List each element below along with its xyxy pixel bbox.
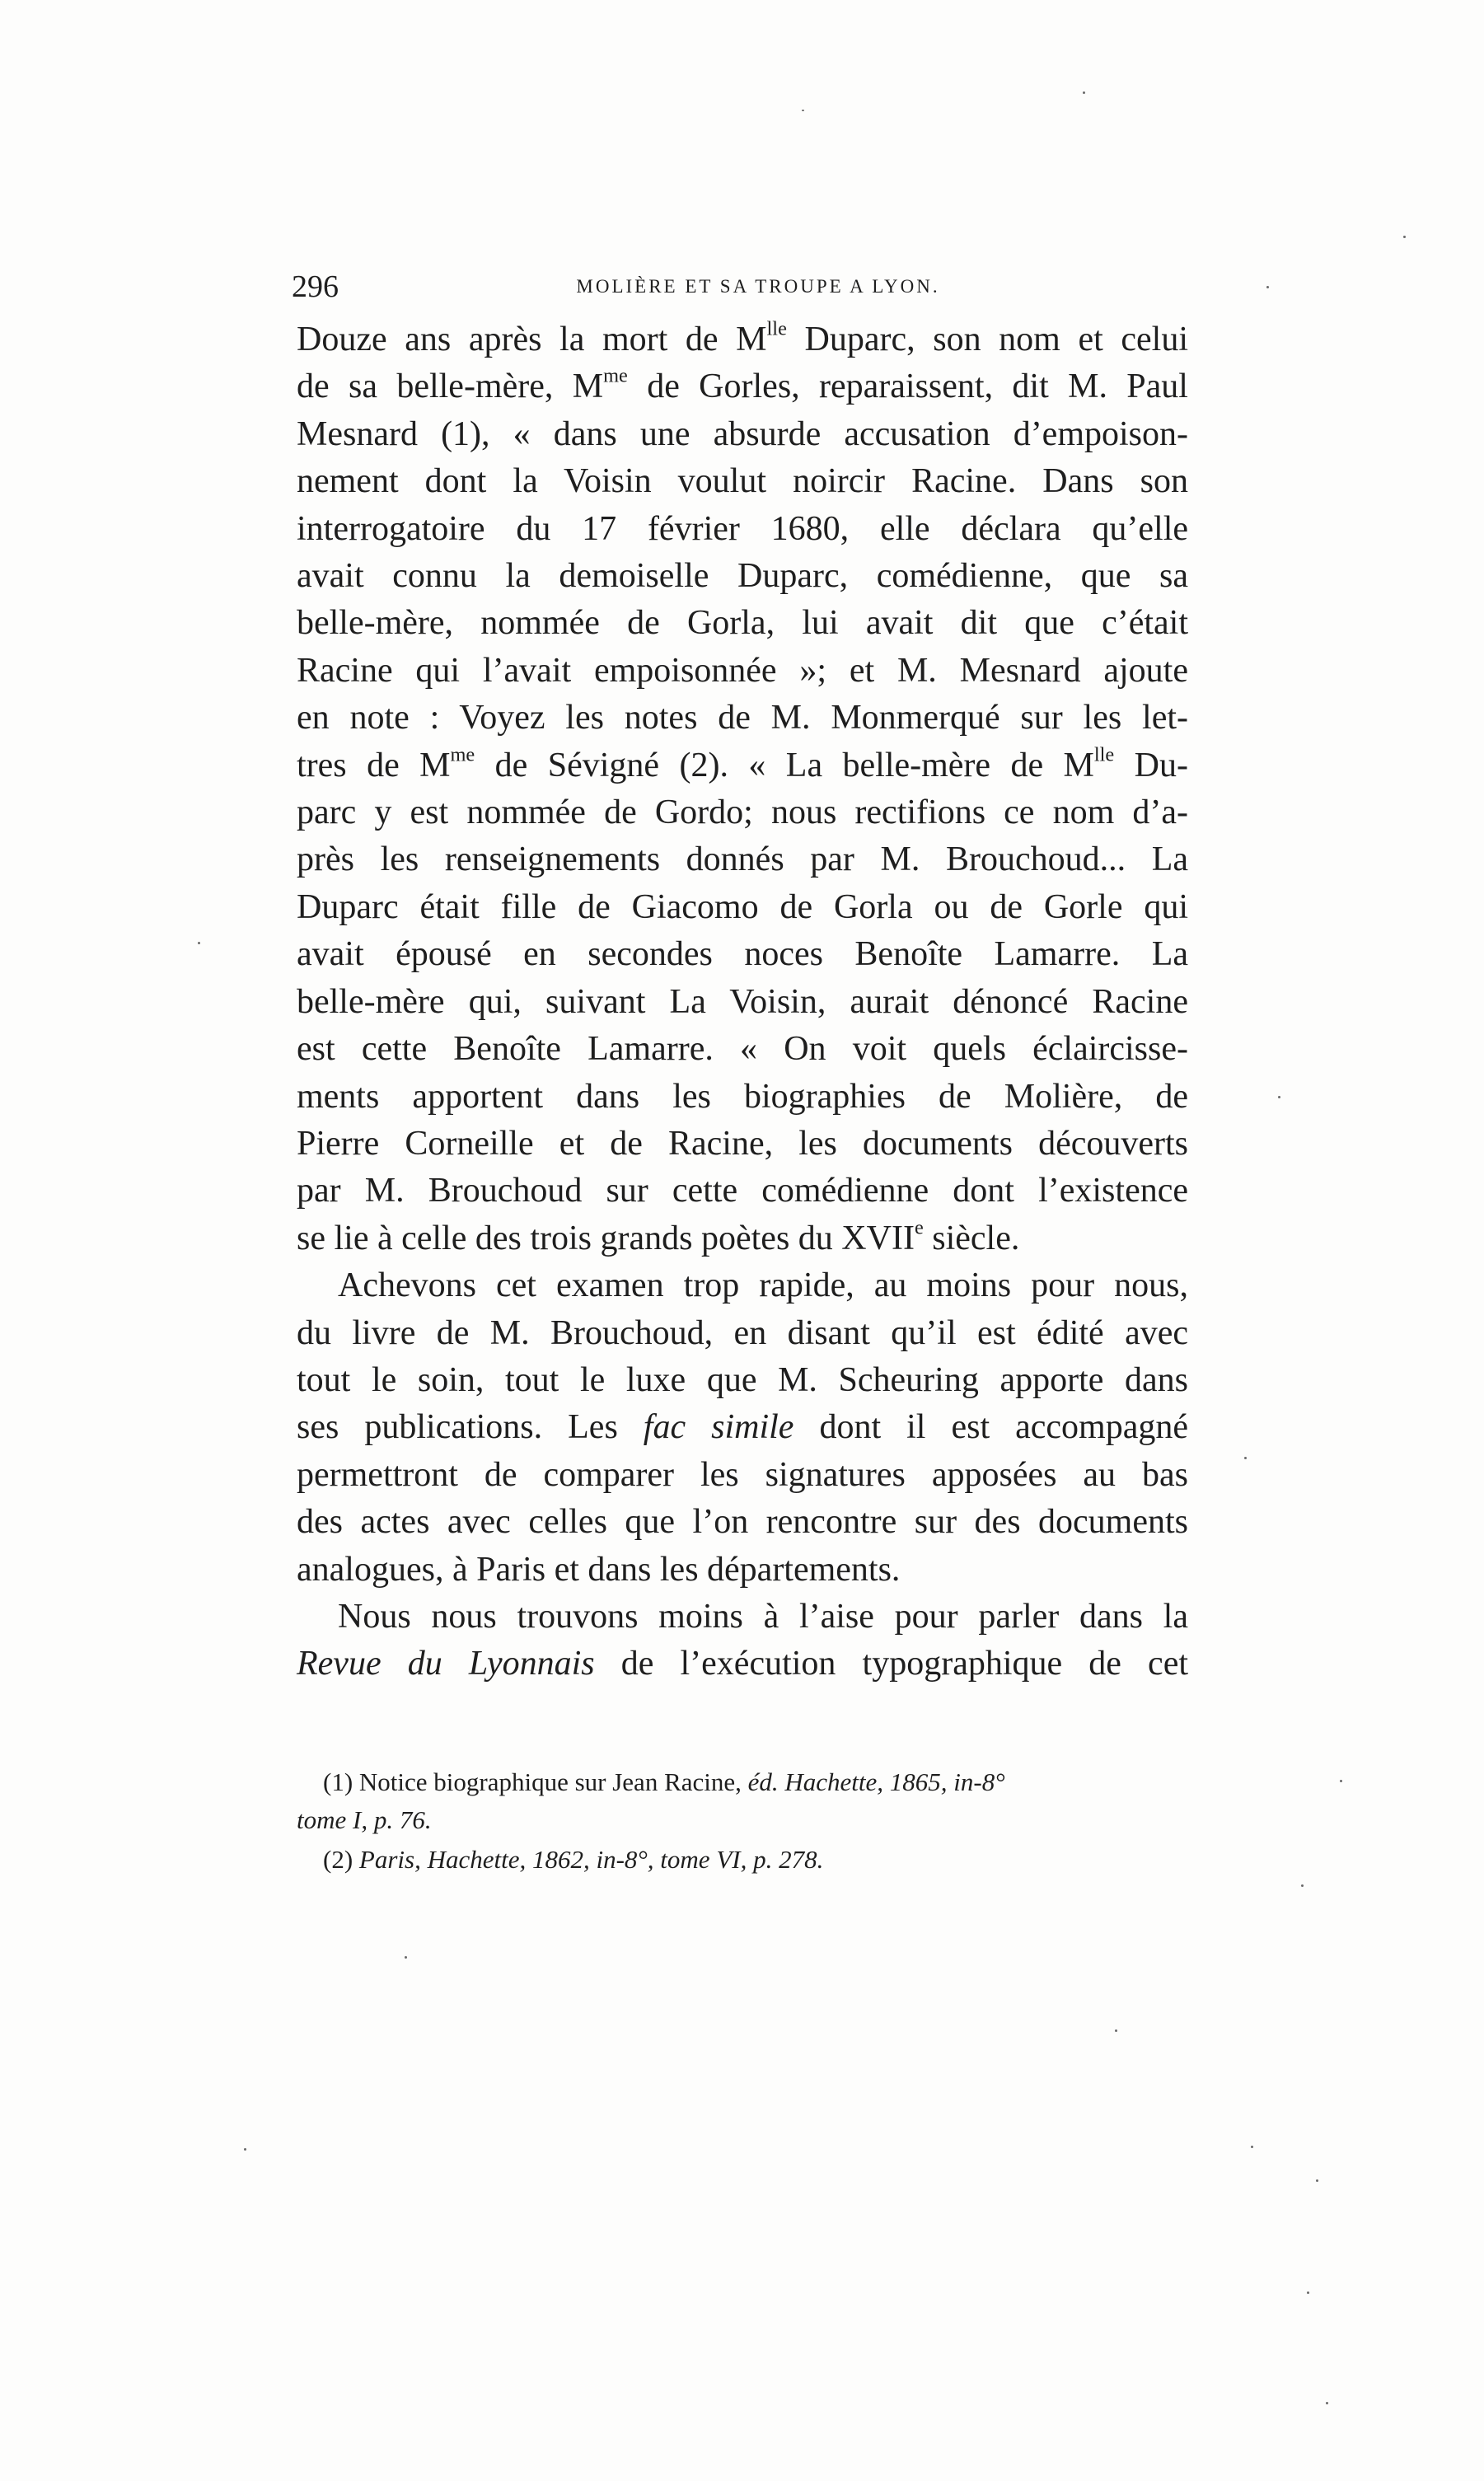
text-line: du livre de M. Brouchoud, en disant qu’il est édité avec: [297, 1313, 1188, 1352]
text-line: tout le soin, tout le luxe que M. Scheuring apporte dans: [297, 1360, 1188, 1399]
text-line: avait épousé en secondes noces Benoîte Lamarre. La: [297, 935, 1188, 974]
text-line: belle-mère, nommée de Gorla, lui avait dit que c’était: [297, 604, 1188, 643]
footnote-1-continuation: tome I, p. 76.: [297, 1805, 432, 1834]
scan-speck: [1316, 2179, 1318, 2182]
scan-speck: [1278, 1096, 1280, 1098]
scan-speck: [405, 1956, 407, 1959]
text-line: près les renseignements donnés par M. Brouchoud... La: [297, 840, 1188, 879]
text-line: analogues, à Paris et dans les départements.: [297, 1550, 901, 1589]
text-line: Pierre Corneille et de Racine, les documents découverts: [297, 1124, 1188, 1163]
text-line: ses publications. Les fac simile dont il est accompagné: [297, 1408, 1188, 1447]
text-line: permettront de comparer les signatures apposées au bas: [297, 1455, 1188, 1494]
scan-speck: [1115, 2029, 1117, 2032]
text-line: tres de $M^{me}$ de Sévigné (2). « La belle-mère de $M^{lle}$ Du-: [297, 743, 1188, 784]
text-line: Duparc était fille de Giacomo de Gorla ou de Gorle qui: [297, 887, 1188, 926]
body-text: [297, 316, 1188, 1688]
text-line: avait connu la demoiselle Duparc, comédienne, que sa: [297, 557, 1188, 596]
footnote-2: (2) Paris, Hachette, 1862, in-8°, tome VI, p. 278.: [323, 1845, 824, 1874]
text-line: interrogatoire du 17 février 1680, elle déclara qu’elle: [297, 509, 1188, 548]
text-line: ments apportent dans les biographies de Molière, de: [297, 1077, 1188, 1116]
text-line: de sa belle-mère, $M^{me}$ de Gorles, reparaissent, dit M. Paul: [297, 365, 1188, 406]
scan-speck: [1307, 2291, 1309, 2294]
scan-speck: [1266, 286, 1269, 288]
paragraph: [297, 316, 1188, 1262]
paragraph: [297, 1262, 1188, 1594]
text-line: Mesnard (1), « dans une absurde accusation d’empoison-: [297, 414, 1188, 453]
scan-speck: [1083, 91, 1085, 94]
text-line: Douze ans après la mort de $M^{lle}$ Duparc, son nom et celui: [297, 317, 1189, 358]
scan-speck: [1301, 1884, 1304, 1887]
text-line: nement dont la Voisin voulut noircir Racine. Dans son: [297, 462, 1188, 501]
text-line: Achevons cet examen trop rapide, au moins pour nous,: [338, 1266, 1188, 1305]
paragraph: [297, 1594, 1188, 1688]
scan-speck: [244, 2148, 246, 2151]
text-line: belle-mère qui, suivant La Voisin, aurait dénoncé Racine: [297, 982, 1188, 1021]
footnotes: [297, 1763, 1188, 1879]
text-line: est cette Benoîte Lamarre. « On voit quels éclaircisse-: [297, 1030, 1188, 1069]
page-number: 296: [292, 269, 339, 304]
text-line: Nous nous trouvons moins à l’aise pour parler dans la: [338, 1597, 1188, 1636]
scan-speck: [802, 110, 804, 111]
running-title: MOLIÈRE ET SA TROUPE A LYON.: [576, 276, 940, 297]
text-line: des actes avec celles que l’on rencontre sur des documents: [297, 1503, 1188, 1542]
scan-speck: [1340, 1780, 1342, 1782]
text-line: par M. Brouchoud sur cette comédienne dont l’existence: [297, 1172, 1188, 1210]
scan-speck: [198, 942, 200, 944]
scan-speck: [1326, 2402, 1328, 2404]
text-line: Racine qui l’avait empoisonnée »; et M. Mesnard ajoute: [297, 651, 1188, 690]
scan-speck: [1244, 1457, 1247, 1459]
text-line: parc y est nommée de Gordo; nous rectifions ce nom d’a-: [297, 793, 1188, 832]
text-line: se lie à celle des trois grands poètes du XVIIe siècle.: [297, 1216, 1020, 1257]
text-line: en note : Voyez les notes de M. Monmerqué sur les let-: [297, 699, 1188, 737]
scan-speck: [1251, 2146, 1253, 2148]
scan-speck: [1403, 236, 1406, 238]
text-line: Revue du Lyonnais de l’exécution typographique de cet: [297, 1645, 1189, 1683]
page-header: [292, 262, 1224, 311]
footnote-1: (1) Notice biographique sur Jean Racine, éd. Hachette, 1865, in-8°: [323, 1767, 1005, 1796]
